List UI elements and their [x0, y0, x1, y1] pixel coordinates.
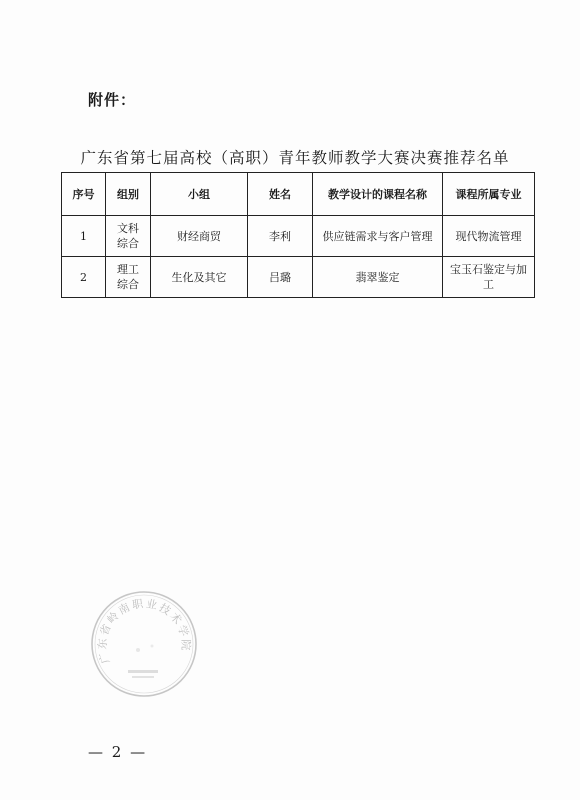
- cell-no: 1: [62, 216, 106, 257]
- document-title: 广东省第七届高校（高职）青年教师教学大赛决赛推荐名单: [80, 149, 510, 167]
- cell-name: 李利: [248, 216, 313, 257]
- header-course: 教学设计的课程名称: [313, 173, 443, 216]
- official-seal: [88, 588, 200, 700]
- header-no: 序号: [62, 173, 106, 216]
- attachment-label: 附件：: [88, 91, 137, 109]
- cell-course: 翡翠鉴定: [313, 257, 443, 298]
- page-number: — 2 —: [88, 743, 148, 761]
- table-header-row: [62, 173, 535, 216]
- cell-group: [106, 257, 151, 298]
- cell-no: 2: [62, 257, 106, 298]
- table-row: [62, 216, 535, 257]
- header-subgroup: 小组: [151, 173, 248, 216]
- svg-text:广东省岭南职业技术学院: [95, 596, 193, 665]
- cell-subgroup: 生化及其它: [151, 257, 248, 298]
- cell-group: [106, 216, 151, 257]
- cell-subgroup: 财经商贸: [151, 216, 248, 257]
- recommendation-table: [61, 172, 535, 298]
- header-major: 课程所属专业: [443, 173, 535, 216]
- header-name: 姓名: [248, 173, 313, 216]
- cell-course: 供应链需求与客户管理: [313, 216, 443, 257]
- cell-name: 吕璐: [248, 257, 313, 298]
- header-group: 组别: [106, 173, 151, 216]
- cell-major: 现代物流管理: [443, 216, 535, 257]
- seal-text: 广东省岭南职业技术学院: [95, 596, 193, 666]
- cell-group-line2: 综合: [117, 278, 139, 291]
- cell-group-line1: 理工: [117, 263, 139, 276]
- cell-major: 宝玉石鉴定与加工: [443, 257, 535, 298]
- cell-group-line2: 综合: [117, 237, 139, 250]
- table-row: [62, 257, 535, 298]
- cell-group-line1: 文科: [117, 222, 139, 235]
